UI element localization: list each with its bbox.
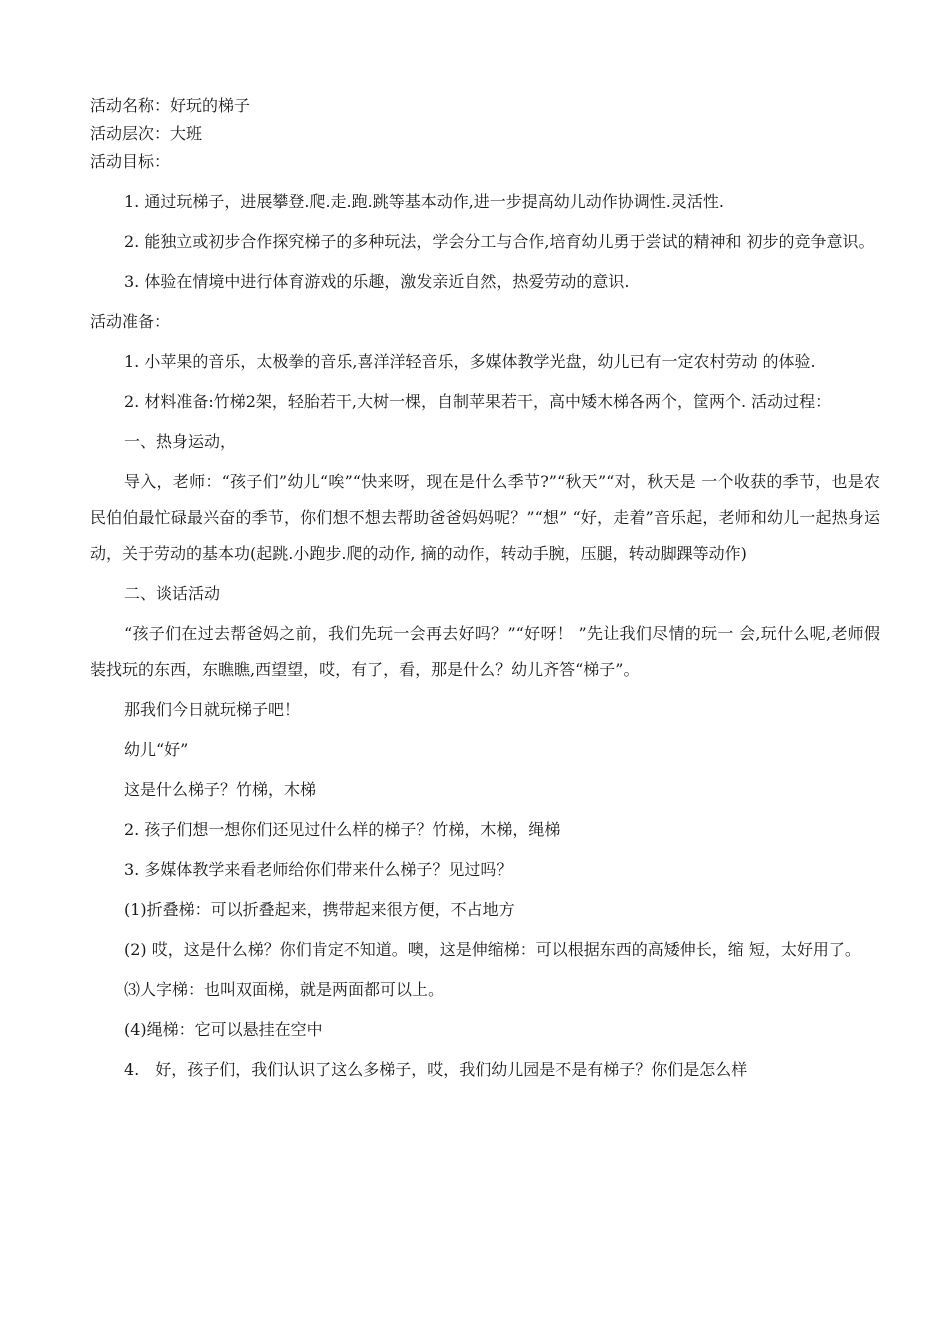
ladder-rope: (4)绳梯：它可以悬挂在空中 — [124, 1020, 323, 1039]
goal-item-2: 2. 能独立或初步合作探究梯子的多种玩法，学会分工与合作,培育幼儿勇于尝试的精神和 初步的竞争意识。 — [124, 232, 875, 251]
talk-line-play-ladder: 那我们今日就玩梯子吧！ — [124, 700, 301, 719]
ladder-a-frame: ⑶人字梯：也叫双面梯，就是两面都可以上。 — [124, 980, 445, 999]
section-warmup-heading: 一、热身运动， — [124, 432, 237, 451]
activity-name: 活动名称：好玩的梯子 — [90, 96, 251, 115]
activity-level: 活动层次：大班 — [90, 124, 203, 143]
prep-item-1: 1. 小苹果的音乐，太极拳的音乐,喜洋洋轻音乐，多媒体教学光盘，幼儿已有一定农村劳动 的体验. — [124, 352, 816, 371]
prep-heading: 活动准备： — [90, 312, 171, 331]
talk-item-2: 2. 孩子们想一想你们还见过什么样的梯子？竹梯，木梯，绳梯 — [124, 820, 561, 839]
talk-line-children-reply: 幼儿“好” — [124, 740, 189, 759]
goal-item-3: 3. 体验在情境中进行体育游戏的乐趣，激发亲近自然，热爱劳动的意识. — [124, 272, 630, 291]
goal-item-1: 1. 通过玩梯子，进展攀登.爬.走.跑.跳等基本动作,进一步提高幼儿动作协调性.灵活性. — [124, 192, 724, 211]
talk-line-ladder-types: 这是什么梯子？竹梯，木梯 — [124, 780, 317, 799]
ladder-folding: (1)折叠梯：可以折叠起来，携带起来很方便，不占地方 — [124, 900, 515, 919]
ladder-telescopic: (2) 哎，这是什么梯？你们肯定不知道。噢，这是伸缩梯：可以根据东西的高矮伸长，缩 短，太好用了。 — [124, 940, 861, 959]
section-talk-heading: 二、谈话活动 — [124, 584, 221, 603]
warmup-paragraph: 导入，老师：“孩子们”幼儿“唉”“快来呀，现在是什么季节?”“秋天”“对，秋天是 一个收获的季节，也是农民伯伯最忙碌最兴奋的季节，你们想不想去帮助爸爸妈妈呢？”“想” “好，走着”音乐起，老师和幼儿一起热身运动，关于劳动的基本功(起跳.小跑步.爬的动作, 摘的动作，转动手腕，压腿，转动脚踝等动作) — [90, 472, 880, 563]
prep-item-2: 2. 材料准备:竹梯2架，轻胎若干,大树一棵，自制苹果若干，高中矮木梯各两个，筐两个. 活动过程： — [124, 392, 832, 411]
document-body — [90, 92, 880, 1092]
talk-item-4: 4. 好，孩子们，我们认识了这么多梯子，哎，我们幼儿园是不是有梯子？你们是怎么样 — [124, 1060, 748, 1079]
talk-item-3: 3. 多媒体教学来看老师给你们带来什么梯子？见过吗？ — [124, 860, 513, 879]
talk-paragraph: “孩子们在过去帮爸妈之前，我们先玩一会再去好吗？”“好呀！ ”先让我们尽情的玩一 会,玩什么呢,老师假装找玩的东西，东瞧瞧,西望望，哎，有了，看，那是什么？幼儿齐答“梯子”。 — [90, 624, 880, 679]
goals-heading: 活动目标： — [90, 152, 171, 171]
